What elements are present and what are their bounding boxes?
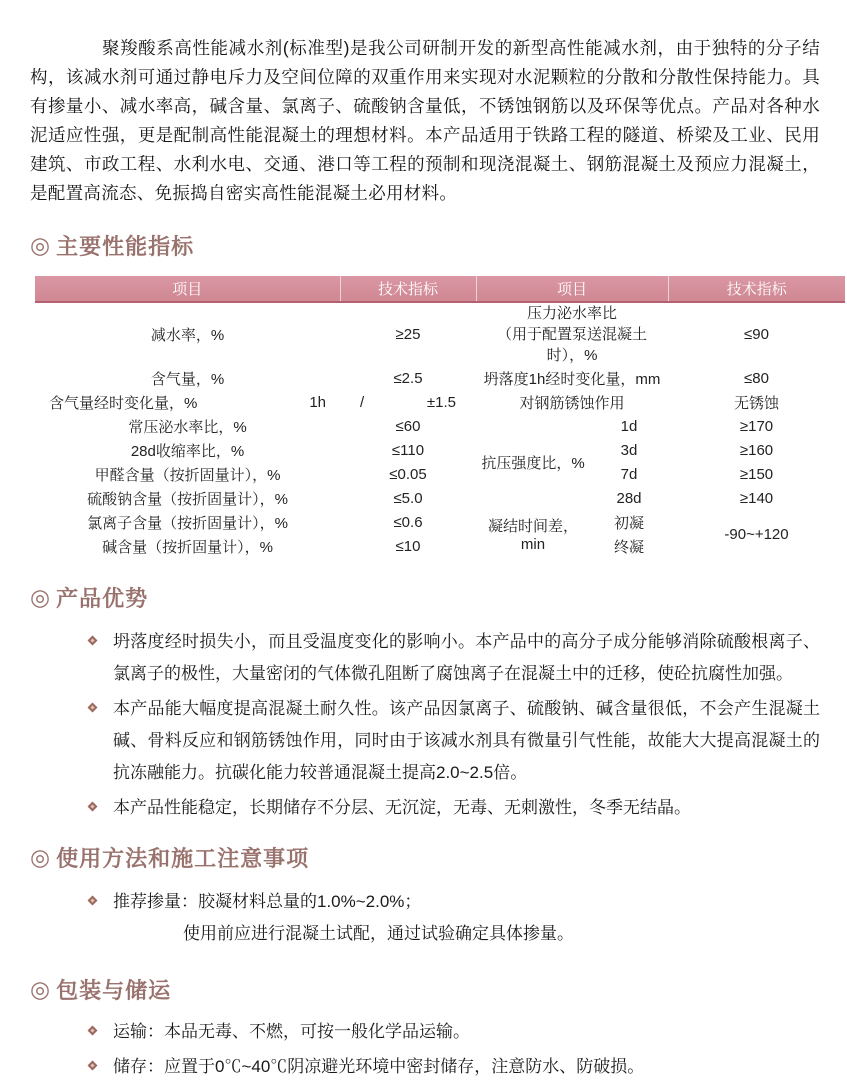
performance-table — [35, 276, 845, 558]
section-title-performance — [30, 230, 847, 261]
item-label: 氯离子含量（按折固量计），% — [87, 514, 288, 532]
transport-text: 运输：本品无毒、不燃，可按一般化学品运输。 — [113, 1022, 470, 1041]
item-label: 常压泌水率比，% — [128, 418, 247, 436]
item-label — [476, 302, 668, 366]
advantage-text: 本产品性能稳定，长期储存不分层、无沉淀，无毒、无刺激性，冬季无结晶。 — [113, 798, 691, 817]
dosage-text: 推荐掺量：胶凝材料总量的1.0%~2.0%； — [113, 892, 422, 911]
item-label-line1: 压力泌水率比 — [527, 305, 618, 322]
list-item — [0, 626, 847, 690]
double-circle-icon: ◎ — [30, 976, 52, 1002]
table-row — [35, 366, 845, 390]
header-item-right: 项目 — [476, 276, 668, 302]
spec-value: ≥160 — [739, 441, 774, 459]
table-row — [35, 438, 845, 462]
spec-value: ≤60 — [395, 417, 421, 435]
double-circle-icon: ◎ — [30, 844, 52, 870]
diamond-bullet-icon — [88, 636, 98, 646]
section-title-advantages — [30, 582, 847, 613]
packaging-list — [0, 1018, 847, 1081]
spec-value: ≥25 — [395, 326, 421, 343]
spec-value: ≤110 — [391, 441, 425, 459]
table-row — [35, 462, 845, 486]
double-circle-icon: ◎ — [30, 232, 52, 258]
table-row — [35, 302, 845, 366]
list-item — [0, 886, 847, 950]
spec-value: ≥140 — [739, 489, 774, 507]
item-label — [35, 390, 340, 414]
spec-value: ≤80 — [744, 369, 769, 387]
item-label-setting-time: 凝结时间差，min — [487, 518, 578, 553]
age-label: 1d — [620, 417, 638, 435]
item-label: 28d收缩率比，% — [130, 442, 245, 460]
item-label: 含气量，% — [150, 370, 225, 388]
spec-value: -90~+120 — [724, 525, 789, 543]
spec-value: ≥170 — [739, 417, 774, 435]
intro-paragraph: 聚羧酸系高性能减水剂(标准型)是我公司研制开发的新型高性能减水剂，由于独特的分子结构，该减水剂可通过静电斥力及空间位障的双重作用来实现对水泥颗粒的分散和分散性保持能力。具有掺量小、减水率高，碱含量、氯离子、硫酸钠含量低，不锈蚀钢筋以及环保等优点。产品对各种水泥适应性强，更是配制高性能混凝土的理想材料。本产品适用于铁路工程的隧道、桥梁及工业、民用建筑、市政工程、水利水电、交通、港口等工程的预制和现浇混凝土、钢筋混凝土及预应力混凝土，是配置高流态、免振捣自密实高性能混凝土必用材料。 — [30, 38, 820, 203]
spec-value: ≤90 — [744, 326, 769, 343]
section-title-packaging — [30, 974, 847, 1005]
advantages-list — [0, 626, 847, 824]
item-label: 甲醛含量（按折固量计），% — [94, 466, 281, 484]
spec-value-text: ±1.5 — [426, 393, 456, 411]
usage-note-text: 使用前应进行混凝土试配，通过试验确定具体掺量。 — [183, 924, 574, 943]
spec-value: ≤10 — [395, 537, 421, 555]
list-item — [0, 1053, 847, 1081]
item-label: 减水率，% — [150, 327, 225, 344]
slash-separator: / — [360, 393, 365, 411]
age-label: 7d — [620, 465, 638, 483]
diamond-bullet-icon — [88, 1026, 98, 1036]
spec-value: ≤5.0 — [393, 489, 423, 507]
time-label: 1h — [309, 393, 326, 411]
diamond-bullet-icon — [88, 1061, 98, 1071]
item-label: 碱含量（按折固量计），% — [102, 538, 273, 556]
age-label: 3d — [620, 441, 638, 459]
diamond-bullet-icon — [88, 703, 98, 713]
double-circle-icon: ◎ — [30, 584, 52, 610]
age-label: 28d — [616, 489, 642, 507]
table-row — [35, 414, 845, 438]
product-datasheet-page — [0, 34, 847, 1076]
header-spec-right: 技术指标 — [668, 276, 845, 302]
diamond-bullet-icon — [88, 896, 98, 906]
item-label: 硫酸钠含量（按折固量计），% — [87, 490, 288, 508]
spec-value: ≤2.5 — [393, 369, 423, 387]
list-item — [0, 1018, 847, 1046]
advantage-text: 坍落度经时损失小，而且受温度变化的影响小。本产品中的高分子成分能够消除硫酸根离子、氯离子的极性，大量密闭的气体微孔阻断了腐蚀离子在混凝土中的迁移，使砼抗腐性加强。 — [113, 632, 820, 683]
spec-value — [340, 390, 476, 414]
table-row — [35, 390, 845, 414]
item-label-line2: （用于配置泵送混凝土时），% — [497, 326, 648, 364]
setting-final-label: 终凝 — [614, 538, 645, 556]
advantage-text: 本产品能大幅度提高混凝土耐久性。该产品因氯离子、硫酸钠、碱含量很低，不会产生混凝土碱、骨料反应和钢筋锈蚀作用，同时由于该减水剂具有微量引气性能，故能大大提高混凝土的抗冻融能力。抗碳化能力较普通混凝土提高2.0~2.5倍。 — [113, 699, 820, 782]
storage-text: 储存：应置于0℃~40℃阴凉避光环境中密封储存，注意防水、防破损。 — [113, 1057, 645, 1076]
diamond-bullet-icon — [88, 802, 98, 812]
section-title-text: 使用方法和施工注意事项 — [56, 846, 310, 871]
spec-value: ≥150 — [739, 465, 774, 483]
item-label-strength: 抗压强度比，% — [481, 454, 585, 472]
spec-value: ≤0.05 — [389, 465, 427, 483]
header-spec-left: 技术指标 — [340, 276, 476, 302]
section-title-text: 包装与储运 — [56, 978, 172, 1003]
item-label: 坍落度1h经时变化量，mm — [483, 370, 661, 388]
list-item — [0, 792, 847, 824]
section-title-usage — [30, 842, 847, 873]
section-title-text: 产品优势 — [56, 586, 149, 611]
spec-value: 无锈蚀 — [734, 394, 780, 412]
table-row — [35, 510, 845, 534]
spec-value: ≤0.6 — [393, 513, 423, 531]
list-item — [0, 693, 847, 789]
item-label: 对钢筋锈蚀作用 — [519, 394, 625, 412]
table-row — [35, 486, 845, 510]
usage-list — [0, 886, 847, 950]
table-header-row — [35, 276, 845, 302]
section-title-text: 主要性能指标 — [56, 234, 195, 259]
setting-initial-label: 初凝 — [614, 514, 645, 532]
header-item-left: 项目 — [35, 276, 340, 302]
item-label-text: 含气量经时变化量，% — [49, 394, 198, 412]
